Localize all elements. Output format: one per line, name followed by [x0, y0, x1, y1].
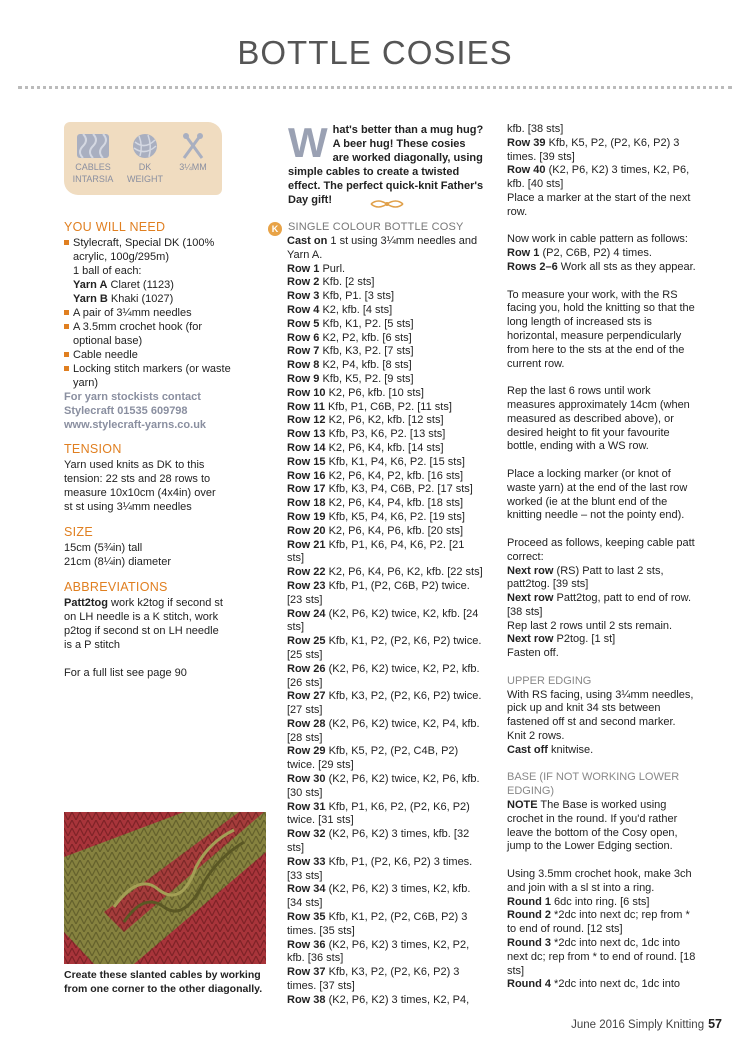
pattern-row: Row 9 Kfb, K5, P2. [9 sts] — [287, 372, 414, 385]
need-item: A pair of 3¼mm needles — [73, 307, 192, 319]
pattern-row: Row 29 Kfb, K5, P2, (P2, C4B, P2) twice. [29 sts] — [287, 745, 459, 772]
info-dk — [120, 132, 170, 184]
pattern-row: Row 19 Kfb, K5, P4, K6, P2. [19 sts] — [287, 510, 465, 523]
info-label: INTARSIA — [72, 174, 114, 184]
info-label: 3¼MM — [179, 162, 207, 172]
need-list — [64, 236, 232, 432]
pattern-row: Row 5 Kfb, K1, P2. [5 sts] — [287, 317, 414, 330]
list-item — [64, 348, 232, 362]
pattern-row: Row 22 K2, P6, K4, P6, K2, kfb. [22 sts] — [287, 566, 483, 579]
pattern-row: Row 37 Kfb, K3, P2, (P2, K6, P2) 3 times. [37 sts] — [287, 966, 460, 993]
pattern-row: Row 34 (K2, P6, K2) 3 times, K2, kfb. [34 sts] — [287, 883, 471, 910]
pattern-row: Row 12 K2, P6, K2, kfb. [12 sts] — [287, 414, 444, 427]
row-38-cont: kfb. [38 sts] — [507, 123, 564, 135]
pattern-row: Row 36 (K2, P6, K2) 3 times, K2, P2, kfb. [36 sts] — [287, 938, 470, 965]
need-item: A 3.5mm crochet hook (for optional base) — [73, 321, 202, 347]
photo-caption: Create these slanted cables by working from one corner to the other diagonally. — [64, 969, 263, 995]
pattern-row: Row 20 K2, P6, K4, P6, kfb. [20 sts] — [287, 524, 464, 537]
next-row-1: Next row (RS) Patt to last 2 sts, patt2tog. [39 sts] — [507, 564, 664, 591]
pattern-row: Row 28 (K2, P6, K2) twice, K2, P4, kfb. [28 sts] — [287, 717, 480, 744]
need-item: Stylecraft, Special DK (100% acrylic, 100g/295m) — [73, 237, 215, 263]
marker-text: Place a marker at the start of the next row. — [507, 191, 691, 218]
yarn-a-label: Yarn A — [73, 279, 108, 291]
pattern-row: Row 35 Kfb, K1, P2, (P2, C6B, P2) 3 times. [35 sts] — [287, 911, 468, 937]
needles-icon — [178, 132, 208, 160]
full-list-note: For a full list see page 90 — [64, 667, 187, 679]
yarn-ball-icon — [130, 132, 160, 160]
repeat-text: Rep the last 6 rows until work measures approximately 14cm (when measured as described above), or desired height to fit your favourite bottle, ending with a WS row. — [507, 385, 690, 453]
pattern-row: Row 38 (K2, P6, K2) 3 times, K2, P4, — [287, 993, 470, 1006]
info-label: CABLES — [75, 162, 111, 172]
list-item — [64, 236, 232, 264]
cable-intro: Now work in cable pattern as follows: — [507, 233, 688, 246]
rep-text: Rep last 2 rows until 2 sts remain. — [507, 619, 673, 632]
cable-photo — [64, 812, 266, 964]
round-3: Round 3 *2dc into next dc, 1dc into next dc; rep from * to end of round. [18 sts] — [507, 937, 696, 977]
knit-badge-icon: K — [268, 222, 282, 236]
round-2: Round 2 *2dc into next dc; rep from * to end of round. [12 sts] — [507, 909, 690, 936]
pattern-row: Row 6 K2, P2, kfb. [6 sts] — [287, 331, 412, 344]
pattern-row: Row 25 Kfb, K1, P2, (P2, K6, P2) twice. [25 sts] — [287, 635, 482, 661]
ornament-icon — [369, 198, 405, 210]
measure-text: To measure your work, with the RS facing you, hold the knitting so that the long length of increased sts is horizontal, measure perpendicularly from here to the sts at the end of the current row. — [507, 288, 695, 370]
stockists-phone: Stylecraft 01535 609798 — [64, 405, 188, 417]
locking-text: Place a locking marker (or knot of waste yarn) at the end of the last row worked (ie at the blunt end of the knitting needle – not the pointy end). — [507, 467, 688, 522]
crochet-intro: Using 3.5mm crochet hook, make 3ch and join with a sl st into a ring. — [507, 868, 692, 894]
cast-off: Cast off knitwise. — [507, 743, 594, 756]
pattern-row: Row 11 Kfb, P1, C6B, P2. [11 sts] — [287, 400, 452, 413]
page-title: BOTTLE COSIES — [237, 34, 513, 71]
info-cables — [68, 132, 118, 184]
pattern-row: Row 1 Purl. — [287, 262, 346, 275]
upper-edging-heading: UPPER EDGING — [507, 674, 592, 687]
section-heading: SINGLE COLOUR BOTTLE COSY — [288, 221, 464, 233]
pattern-row: Row 27 Kfb, K3, P2, (P2, K6, P2) twice. [27 sts] — [287, 690, 482, 717]
yarn-a: Claret (1123) — [107, 279, 174, 291]
info-box — [64, 122, 222, 195]
yarn-b-label: Yarn B — [73, 293, 108, 305]
dotted-divider — [18, 86, 732, 89]
footer-issue: June 2016 Simply Knitting — [571, 1019, 705, 1031]
list-item — [64, 264, 232, 306]
pattern-row: Row 4 K2, kfb. [4 sts] — [287, 303, 393, 316]
cable-row-1: Row 1 (P2, C6B, P2) 4 times. — [507, 247, 652, 260]
abbreviations-heading: ABBREVIATIONS — [64, 580, 168, 594]
row-40: Row 40 (K2, P6, K2) 3 times, K2, P6, kfb. [40 sts] — [507, 164, 690, 191]
drop-cap: W — [288, 119, 328, 166]
cables-swatch-icon — [75, 132, 111, 160]
stockists-url[interactable]: www.stylecraft-yarns.co.uk — [64, 419, 207, 431]
cable-rows-2-6: Rows 2–6 Work all sts as they appear. — [507, 260, 696, 273]
base-heading: BASE (IF NOT WORKING LOWER EDGING) — [507, 771, 680, 798]
stockists-line: For yarn stockists contact — [64, 391, 201, 403]
tension-heading: TENSION — [64, 442, 122, 456]
pattern-row: Row 7 Kfb, K3, P2. [7 sts] — [287, 345, 414, 358]
pattern-row: Row 8 K2, P4, kfb. [8 sts] — [287, 359, 412, 372]
size-heading: SIZE — [64, 525, 93, 539]
upper-edging-text: With RS facing, using 3¼mm needles, pick up and knit 34 sts between fastened off st and second marker. — [507, 688, 694, 729]
pattern-row: Row 2 Kfb. [2 sts] — [287, 276, 375, 289]
pattern-row: Row 16 K2, P6, K4, P2, kfb. [16 sts] — [287, 469, 464, 482]
pattern-row: Row 23 Kfb, P1, (P2, C6B, P2) twice. [23 sts] — [287, 579, 470, 606]
row-39: Row 39 Kfb, K5, P2, (P2, K6, P2) 3 times. [39 sts] — [507, 136, 680, 163]
abbr-term: Patt2tog — [64, 597, 108, 609]
abbreviations-text — [64, 596, 224, 652]
pattern-row: Row 21 Kfb, P1, K6, P4, K6, P2. [21 sts] — [287, 538, 465, 565]
next-row-3: Next row P2tog. [1 st] — [507, 633, 616, 646]
pattern-row: Row 32 (K2, P6, K2) 3 times, kfb. [32 sts] — [287, 828, 470, 855]
pattern-row: Row 30 (K2, P6, K2) twice, K2, P6, kfb. [30 sts] — [287, 773, 480, 799]
proceed-text: Proceed as follows, keeping cable patt correct: — [507, 536, 695, 563]
knit-2-rows: Knit 2 rows. — [507, 730, 565, 743]
pattern-row: Row 24 (K2, P6, K2) twice, K2, kfb. [24 sts] — [287, 607, 479, 634]
yarn-b: Khaki (1027) — [107, 293, 174, 305]
pattern-row: Row 3 Kfb, P1. [3 sts] — [287, 290, 394, 303]
abbr-definition: work k2tog if second st on LH needle is a K stitch, work p2tog if second st on LH needle is a P stitch — [64, 597, 223, 651]
list-item — [64, 306, 232, 320]
pattern-row: Row 31 Kfb, P1, K6, P2, (P2, K6, P2) twice. [31 sts] — [287, 800, 470, 827]
pattern-row: Row 33 Kfb, P1, (P2, K6, P2) 3 times. [33 sts] — [287, 855, 473, 882]
pattern-row: Row 17 Kfb, K3, P4, C6B, P2. [17 sts] — [287, 483, 473, 496]
info-label: WEIGHT — [127, 174, 163, 184]
size-height: 15cm (5¾in) tall — [64, 542, 143, 554]
size-diameter: 21cm (8¼in) diameter — [64, 556, 171, 568]
intro-text: hat's better than a mug hug? A beer hug! These cosies are worked diagonally, using simple cables to create a twisted effect. The perfect quick-knit Father's Day gift! — [288, 124, 484, 206]
info-needles — [168, 132, 218, 172]
need-item: Cable needle — [73, 349, 138, 361]
pattern-row: Row 26 (K2, P6, K2) twice, K2, P2, kfb. [26 sts] — [287, 662, 480, 689]
pattern-row: Cast on 1 st using 3¼mm needles and Yarn A. — [287, 235, 478, 261]
need-heading: YOU WILL NEED — [64, 220, 166, 234]
intro-paragraph — [288, 119, 484, 207]
next-row-2: Next row Patt2tog, patt to end of row. [38 sts] — [507, 592, 692, 618]
round-1: Round 1 6dc into ring. [6 sts] — [507, 895, 650, 908]
pattern-row: Row 13 Kfb, P3, K6, P2. [13 sts] — [287, 428, 446, 441]
base-note: NOTE The Base is worked using crochet in the round. If you'd rather leave the bottom of the Cosy open, jump to the Lower Edging section. — [507, 799, 678, 853]
round-4: Round 4 *2dc into next dc, 1dc into — [507, 978, 681, 991]
pattern-row: Row 15 Kfb, K1, P4, K6, P2. [15 sts] — [287, 455, 465, 468]
pattern-row: Row 14 K2, P6, K4, kfb. [14 sts] — [287, 441, 444, 454]
size-text — [64, 541, 232, 569]
need-item: Locking stitch markers (or waste yarn) — [73, 363, 231, 389]
page-footer — [571, 1017, 722, 1031]
right-column — [507, 123, 697, 992]
tension-text: Yarn used knits as DK to this tension: 22 sts and 28 rows to measure 10x10cm (4x4in) over st st using 3¼mm needles — [64, 459, 216, 513]
pattern-row: Row 10 K2, P6, kfb. [10 sts] — [287, 386, 424, 399]
pattern-rows — [287, 235, 483, 1008]
list-item — [64, 362, 232, 390]
fasten-text: Fasten off. — [507, 647, 559, 660]
list-item — [64, 320, 232, 348]
pattern-row: Row 18 K2, P6, K4, P4, kfb. [18 sts] — [287, 497, 464, 510]
info-label: DK — [138, 162, 152, 172]
page-number: 57 — [708, 1017, 722, 1031]
need-subitem: 1 ball of each: — [73, 265, 142, 277]
